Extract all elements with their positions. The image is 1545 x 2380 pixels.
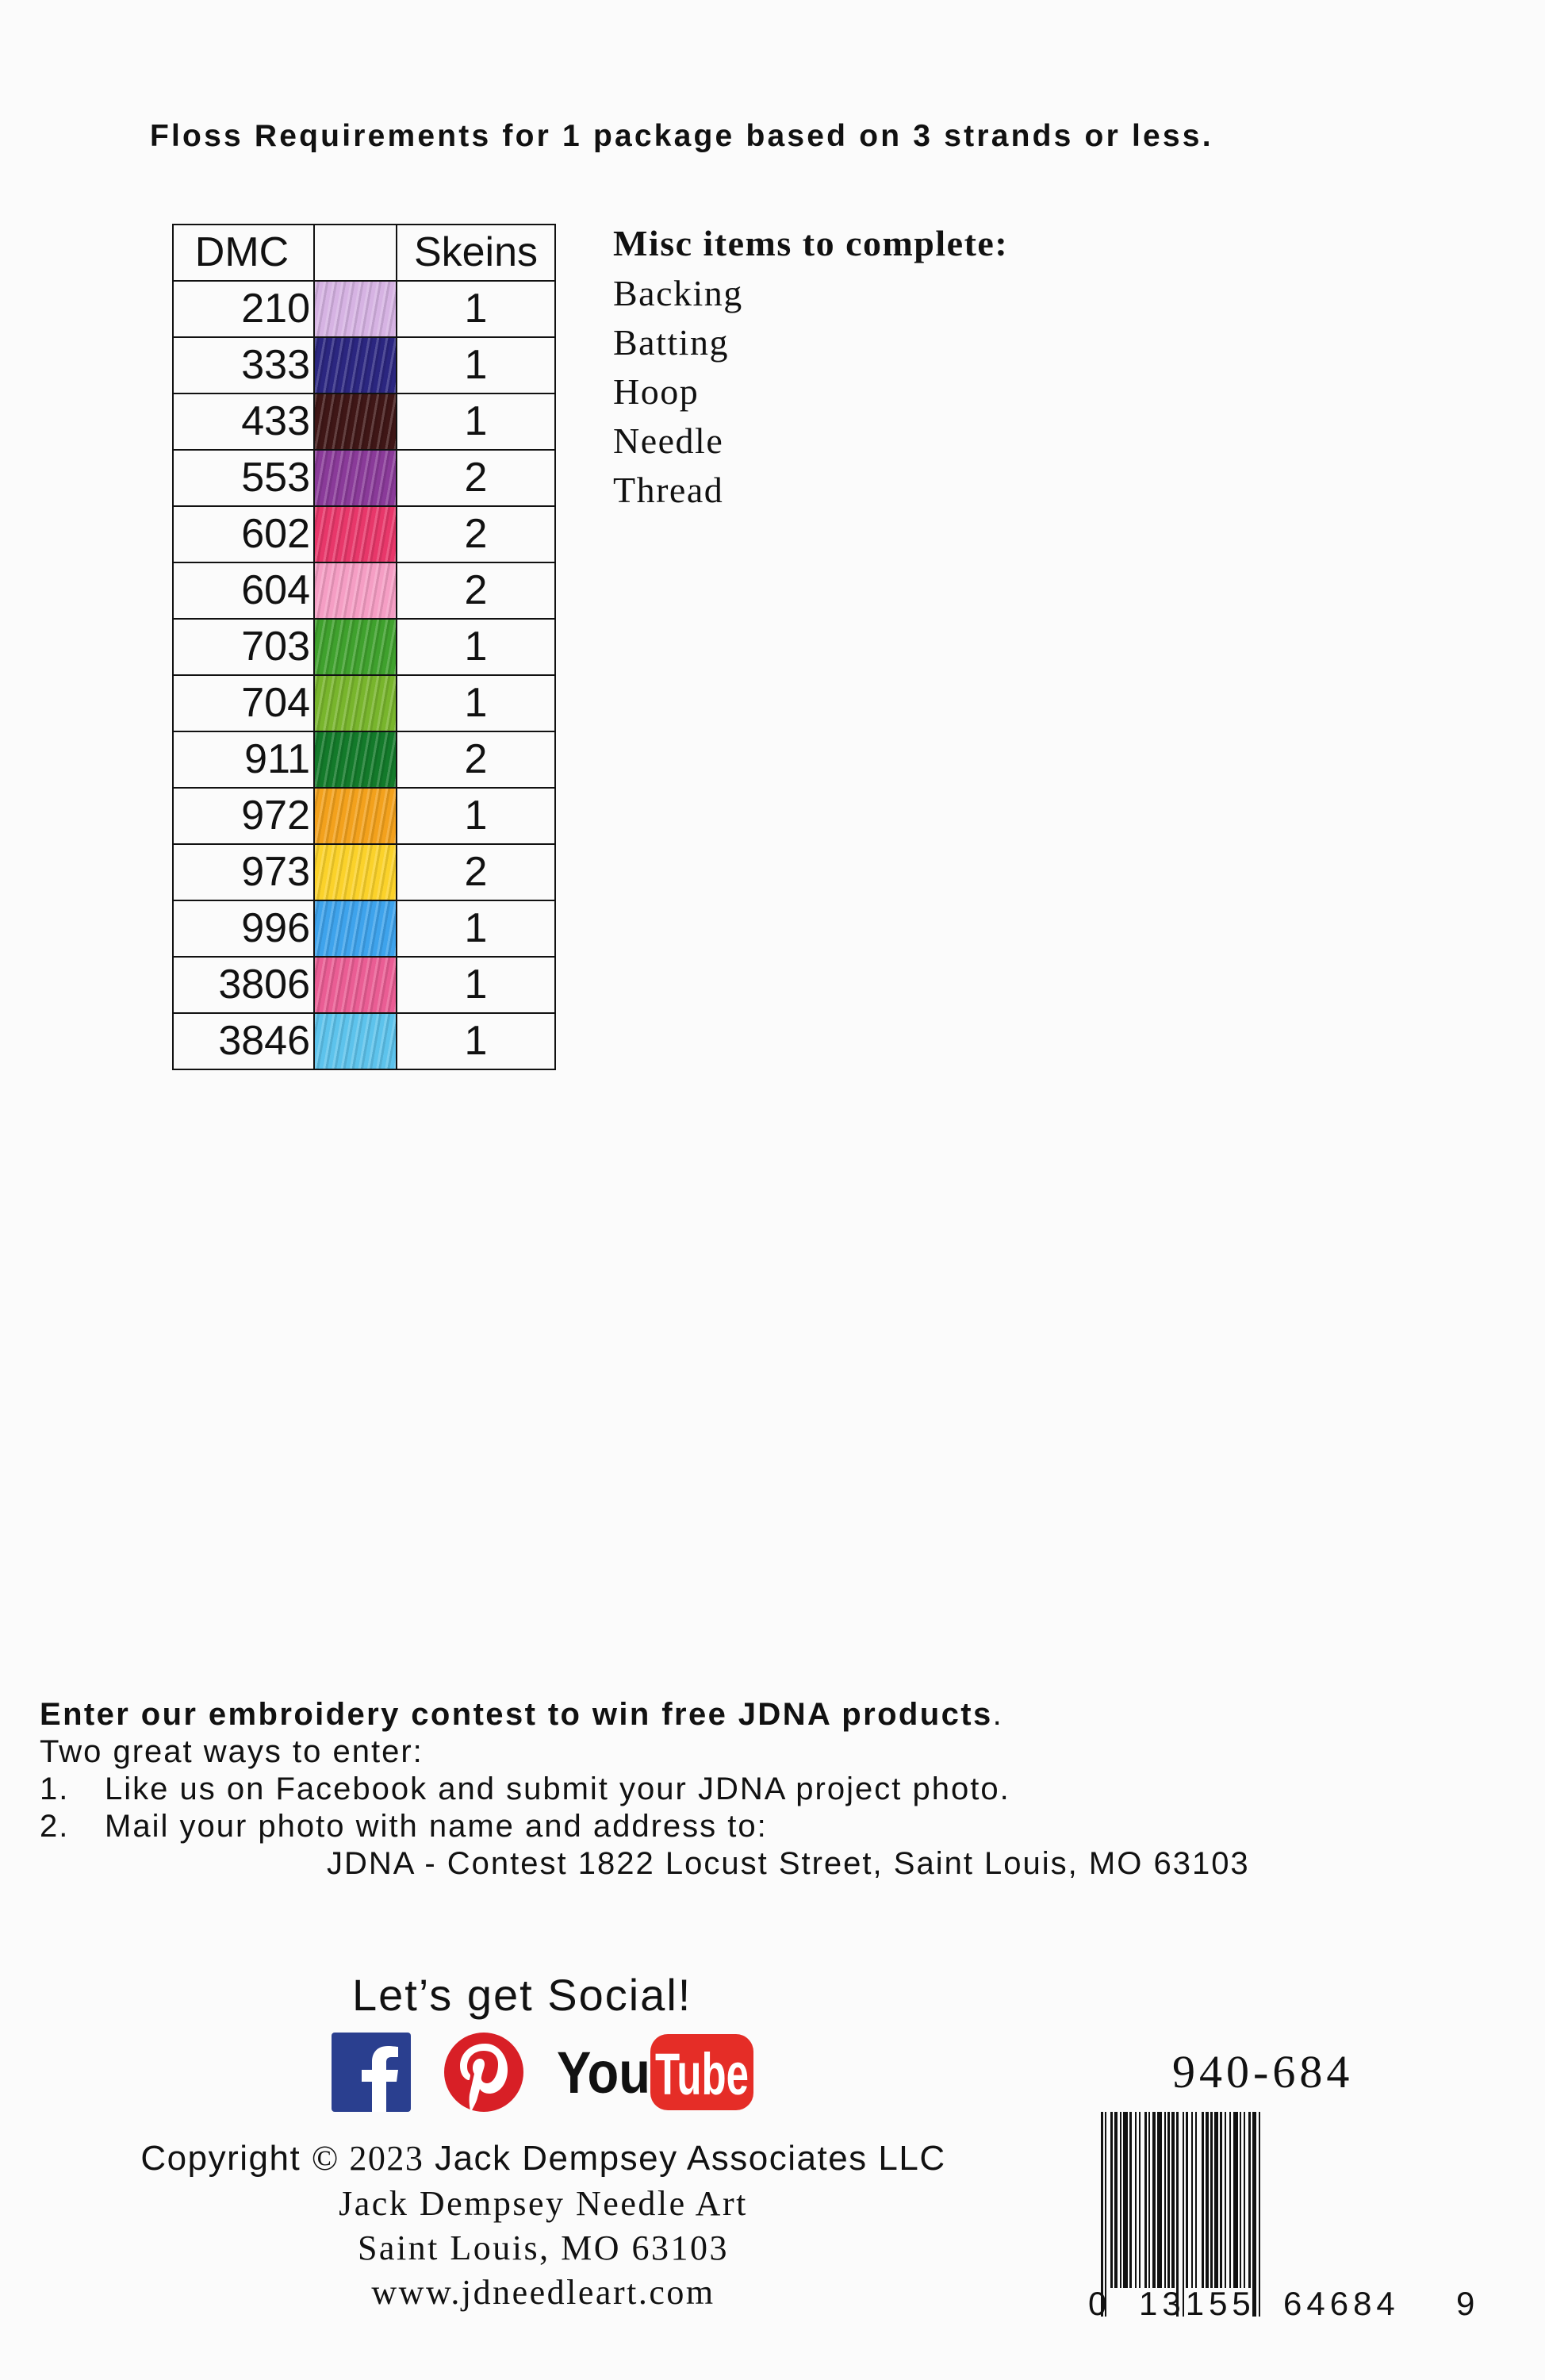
- dmc-number: 433: [173, 393, 314, 450]
- color-swatch-cell: [314, 957, 397, 1013]
- dmc-number: 703: [173, 619, 314, 675]
- color-swatch: [315, 563, 396, 618]
- barcode-bar: [1214, 2112, 1218, 2288]
- skein-count: 1: [397, 393, 555, 450]
- skein-count: 1: [397, 1013, 555, 1069]
- color-swatch-cell: [314, 788, 397, 844]
- color-swatch-cell: [314, 506, 397, 562]
- company-city: Saint Louis, MO 63103: [357, 2228, 730, 2267]
- barcode-bar: [1144, 2112, 1147, 2288]
- floss-row: [173, 957, 555, 1013]
- skein-count: 2: [397, 506, 555, 562]
- floss-row: [173, 450, 555, 506]
- dmc-number: 704: [173, 675, 314, 731]
- barcode-bar: [1244, 2112, 1245, 2288]
- misc-items: [613, 222, 1008, 515]
- step-text: Like us on Facebook and submit your JDNA project photo.: [105, 1772, 1010, 1806]
- dmc-number: 972: [173, 788, 314, 844]
- copyright-block: [0, 2136, 1087, 2315]
- step-text: Mail your photo with name and address to:: [105, 1809, 768, 1844]
- contest-section: [40, 1696, 1250, 1883]
- dmc-number: 210: [173, 281, 314, 337]
- color-swatch: [315, 394, 396, 449]
- color-swatch-cell: [314, 393, 397, 450]
- floss-table: [172, 224, 556, 1070]
- color-swatch: [315, 732, 396, 787]
- color-swatch: [315, 507, 396, 562]
- misc-item: Thread: [613, 470, 724, 510]
- color-swatch-cell: [314, 675, 397, 731]
- skein-count: 1: [397, 337, 555, 393]
- color-swatch: [315, 789, 396, 843]
- barcode-right-digits: 64684: [1283, 2285, 1400, 2322]
- copyright-line: [0, 2136, 1087, 2182]
- barcode-bar: [1186, 2112, 1188, 2288]
- skein-count: 2: [397, 844, 555, 900]
- misc-title: Misc items to complete:: [613, 223, 1009, 263]
- misc-item: Hoop: [613, 371, 700, 412]
- barcode-bar: [1191, 2112, 1193, 2288]
- barcode-last-digit: 9: [1456, 2285, 1475, 2322]
- barcode-bar: [1220, 2112, 1222, 2288]
- step-number: 2.: [40, 1809, 70, 1844]
- barcode-bar: [1210, 2112, 1213, 2288]
- dmc-number: 602: [173, 506, 314, 562]
- skeins-header: Skeins: [397, 225, 555, 281]
- skein-count: 1: [397, 281, 555, 337]
- website-link[interactable]: www.jdneedleart.com: [371, 2273, 715, 2312]
- color-swatch: [315, 338, 396, 393]
- facebook-icon[interactable]: [332, 2033, 411, 2112]
- copyright-year: © 2023: [311, 2139, 424, 2178]
- color-swatch-cell: [314, 337, 397, 393]
- barcode-bar: [1195, 2112, 1197, 2288]
- barcode-bar: [1114, 2112, 1118, 2288]
- color-swatch-cell: [314, 1013, 397, 1069]
- skein-count: 1: [397, 675, 555, 731]
- floss-row: [173, 844, 555, 900]
- misc-item: Batting: [613, 322, 729, 363]
- youtube-tube-text: Tube: [655, 2041, 749, 2107]
- floss-row: [173, 900, 555, 957]
- step-number: 1.: [40, 1772, 70, 1806]
- skein-count: 1: [397, 788, 555, 844]
- color-swatch-cell: [314, 619, 397, 675]
- color-swatch: [315, 958, 396, 1012]
- barcode-bar: [1259, 2112, 1260, 2317]
- color-swatch: [315, 282, 396, 336]
- floss-heading: Floss Requirements for 1 package based on 3 strands or less.: [150, 119, 1213, 153]
- contest-title-line: [40, 1696, 1250, 1733]
- floss-row: [173, 393, 555, 450]
- dmc-number: 911: [173, 731, 314, 788]
- upc-barcode: [1087, 2110, 1499, 2336]
- dmc-number: 3806: [173, 957, 314, 1013]
- skein-count: 1: [397, 900, 555, 957]
- color-swatch-cell: [314, 900, 397, 957]
- floss-row: [173, 619, 555, 675]
- skein-count: 1: [397, 619, 555, 675]
- barcode-bar: [1171, 2112, 1175, 2288]
- color-swatch-cell: [314, 450, 397, 506]
- contest-step: [40, 1808, 1250, 1845]
- pinterest-icon[interactable]: [443, 2031, 525, 2113]
- color-swatch-cell: [314, 731, 397, 788]
- floss-row: [173, 1013, 555, 1069]
- misc-item: Needle: [613, 420, 724, 461]
- floss-row: [173, 731, 555, 788]
- floss-row: [173, 337, 555, 393]
- dmc-number: 996: [173, 900, 314, 957]
- barcode-bar: [1110, 2112, 1113, 2288]
- color-swatch: [315, 901, 396, 956]
- barcode-bar: [1202, 2112, 1204, 2288]
- barcode-bar: [1167, 2112, 1170, 2288]
- company-name: Jack Dempsey Associates LLC: [435, 2139, 946, 2178]
- skein-count: 2: [397, 562, 555, 619]
- color-swatch: [315, 451, 396, 505]
- social-icons: [332, 2033, 755, 2112]
- color-swatch-cell: [314, 562, 397, 619]
- barcode-bar: [1229, 2112, 1231, 2288]
- floss-row: [173, 562, 555, 619]
- floss-row: [173, 506, 555, 562]
- barcode-first-digit: 0: [1088, 2285, 1107, 2322]
- skein-count: 1: [397, 957, 555, 1013]
- barcode-bar: [1206, 2112, 1209, 2288]
- barcode-bar: [1233, 2112, 1238, 2288]
- color-swatch: [315, 845, 396, 900]
- barcode-bar: [1148, 2112, 1150, 2288]
- barcode-bar: [1120, 2112, 1121, 2288]
- dmc-header: DMC: [173, 225, 314, 281]
- barcode-bar: [1225, 2112, 1226, 2288]
- dmc-number: 3846: [173, 1013, 314, 1069]
- color-header: [314, 225, 397, 281]
- brand-name: Jack Dempsey Needle Art: [339, 2184, 748, 2223]
- floss-table-header: [173, 225, 555, 281]
- dmc-number: 604: [173, 562, 314, 619]
- contest-address: JDNA - Contest 1822 Locust Street, Saint Louis, MO 63103: [327, 1846, 1250, 1881]
- floss-row: [173, 281, 555, 337]
- floss-row: [173, 788, 555, 844]
- dmc-number: 333: [173, 337, 314, 393]
- dmc-number: 553: [173, 450, 314, 506]
- barcode-bar: [1164, 2112, 1166, 2288]
- dmc-number: 973: [173, 844, 314, 900]
- skein-count: 2: [397, 450, 555, 506]
- floss-row: [173, 675, 555, 731]
- barcode-bar: [1240, 2112, 1241, 2288]
- misc-item: Backing: [613, 273, 743, 313]
- barcode-bar: [1123, 2112, 1128, 2288]
- barcode-left-digits: 13155: [1139, 2285, 1256, 2322]
- color-swatch: [315, 1014, 396, 1069]
- color-swatch-cell: [314, 844, 397, 900]
- color-swatch: [315, 676, 396, 731]
- contest-intro: Two great ways to enter:: [40, 1734, 424, 1769]
- barcode-bar: [1129, 2112, 1132, 2288]
- youtube-icon[interactable]: [557, 2031, 755, 2113]
- copyright-prefix: Copyright: [140, 2139, 301, 2178]
- barcode-bar: [1248, 2112, 1251, 2288]
- barcode-bar: [1157, 2112, 1162, 2288]
- color-swatch: [315, 620, 396, 674]
- skein-count: 2: [397, 731, 555, 788]
- barcode-bar: [1135, 2112, 1137, 2288]
- barcode-bar: [1152, 2112, 1156, 2288]
- barcode-bar: [1139, 2112, 1141, 2288]
- color-swatch-cell: [314, 281, 397, 337]
- contest-title: Enter our embroidery contest to win free JDNA products: [40, 1697, 993, 1732]
- social-heading: Let’s get Social!: [352, 1970, 692, 2020]
- contest-step: [40, 1771, 1250, 1808]
- youtube-you-text: You: [557, 2040, 650, 2106]
- contest-title-period: .: [992, 1697, 1003, 1732]
- product-sku: 940-684: [1172, 2046, 1354, 2098]
